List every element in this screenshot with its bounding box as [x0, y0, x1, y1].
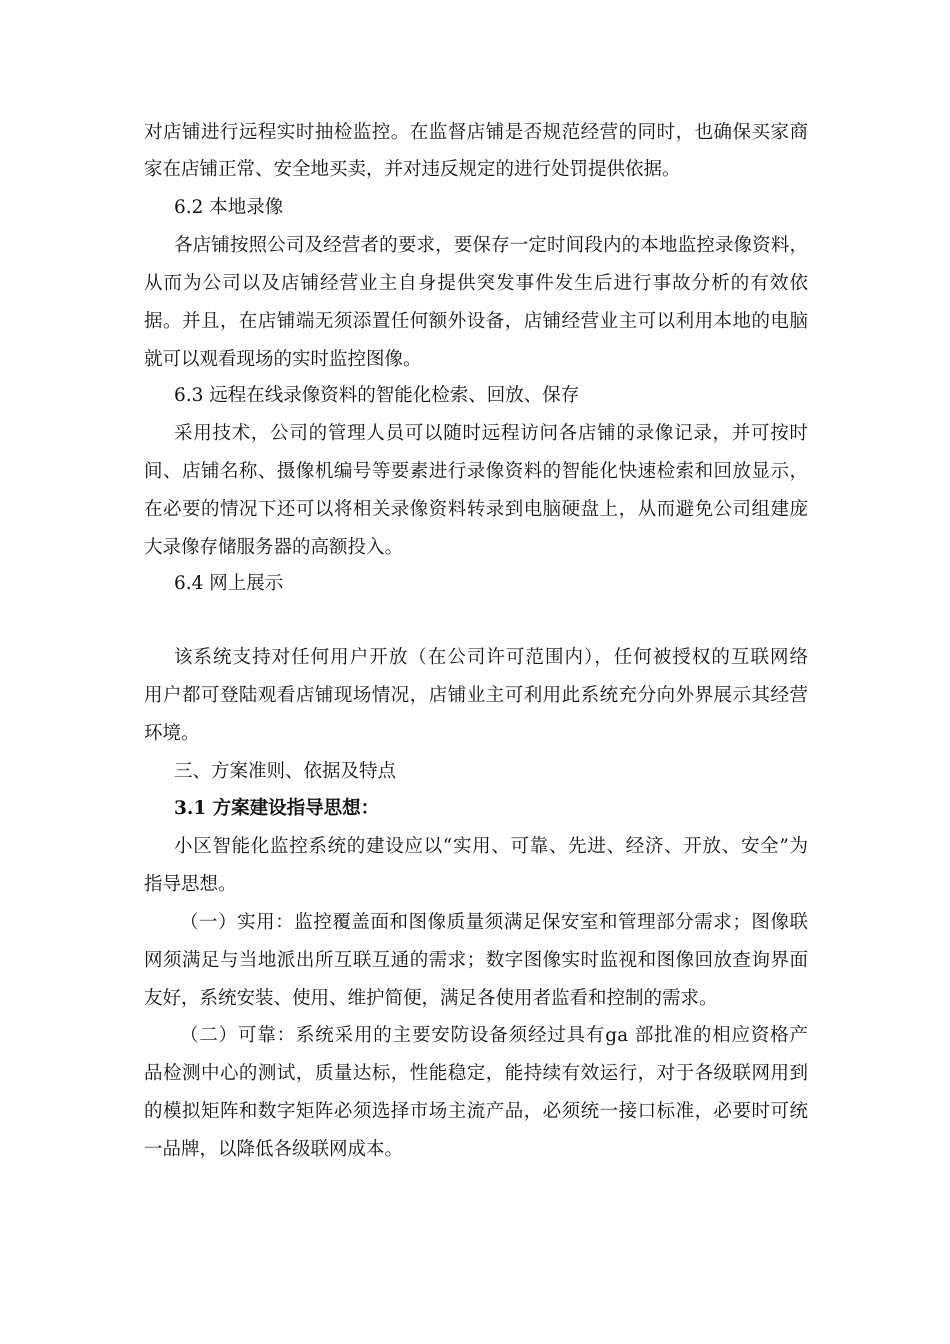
paragraph-line: 间、店铺名称、摄像机编号等要素进行录像资料的智能化快速检索和回放显示，: [144, 461, 808, 482]
paragraph-line: 小区智能化监控系统的建设应以“实用、可靠、先进、经济、开放、安全”为: [174, 836, 808, 857]
paragraph-line: 从而为公司以及店铺经营业主自身提供突发事件发生后进行事故分析的有效依: [144, 273, 808, 294]
paragraph-line: 的模拟矩阵和数字矩阵必须选择市场主流产品，必须统一接口标准，必要时可统: [144, 1101, 808, 1122]
paragraph-line: 在必要的情况下还可以将相关录像资料转录到电脑硬盘上，从而避免公司组建庞: [144, 499, 808, 520]
paragraph-line: 网须满足与当地派出所互联互通的需求；数字图像实时监视和图像回放查询界面: [144, 950, 808, 971]
paragraph-line: （一）实用：监控覆盖面和图像质量须满足保安室和管理部分需求；图像联: [180, 912, 808, 933]
paragraph-line: 大录像存储服务器的高额投入。: [144, 537, 404, 558]
paragraph-line: 据。并且，在店铺端无须添置任何额外设备，店铺经营业主可以利用本地的电脑: [144, 311, 808, 332]
paragraph-line: 采用技术，公司的管理人员可以随时远程访问各店铺的录像记录，并可按时: [174, 423, 808, 444]
paragraph-line: 一品牌，以降低各级联网成本。: [144, 1139, 404, 1160]
paragraph-line: 用户都可登陆观看店铺现场情况，店铺业主可利用此系统充分向外界展示其经营: [144, 685, 808, 706]
chapter-heading-3: 三、方案准则、依据及特点: [174, 761, 397, 782]
paragraph-line: 对店铺进行远程实时抽检监控。在监督店铺是否规范经营的同时，也确保买家商: [144, 122, 808, 143]
paragraph-line: 指导思想。: [144, 874, 237, 895]
section-heading-6-3: 6.3 远程在线录像资料的智能化检索、回放、保存: [174, 385, 580, 406]
paragraph-line: 环境。: [144, 723, 200, 744]
paragraph-line: 该系统支持对任何用户开放（在公司许可范围内），任何被授权的互联网络: [174, 647, 808, 668]
paragraph-line: 友好，系统安装、使用、维护简便，满足各使用者监看和控制的需求。: [144, 988, 718, 1009]
paragraph-line: 品检测中心的测试，质量达标，性能稳定，能持续有效运行，对于各级联网用到: [144, 1063, 808, 1084]
paragraph-line: 各店铺按照公司及经营者的要求，要保存一定时间段内的本地监控录像资料，: [174, 235, 808, 256]
paragraph-line: 就可以观看现场的实时监控图像。: [144, 349, 422, 370]
paragraph-line: （二）可靠：系统采用的主要安防设备须经过具有ga 部批准的相应资格产: [180, 1025, 808, 1046]
paragraph-line: 家在店铺正常、安全地买卖，并对违反规定的进行处罚提供依据。: [144, 159, 681, 180]
section-heading-6-2: 6.2 本地录像: [174, 197, 284, 218]
section-heading-3-1: 3.1 方案建设指导思想：: [174, 798, 380, 819]
section-heading-6-4: 6.4 网上展示: [174, 573, 284, 594]
